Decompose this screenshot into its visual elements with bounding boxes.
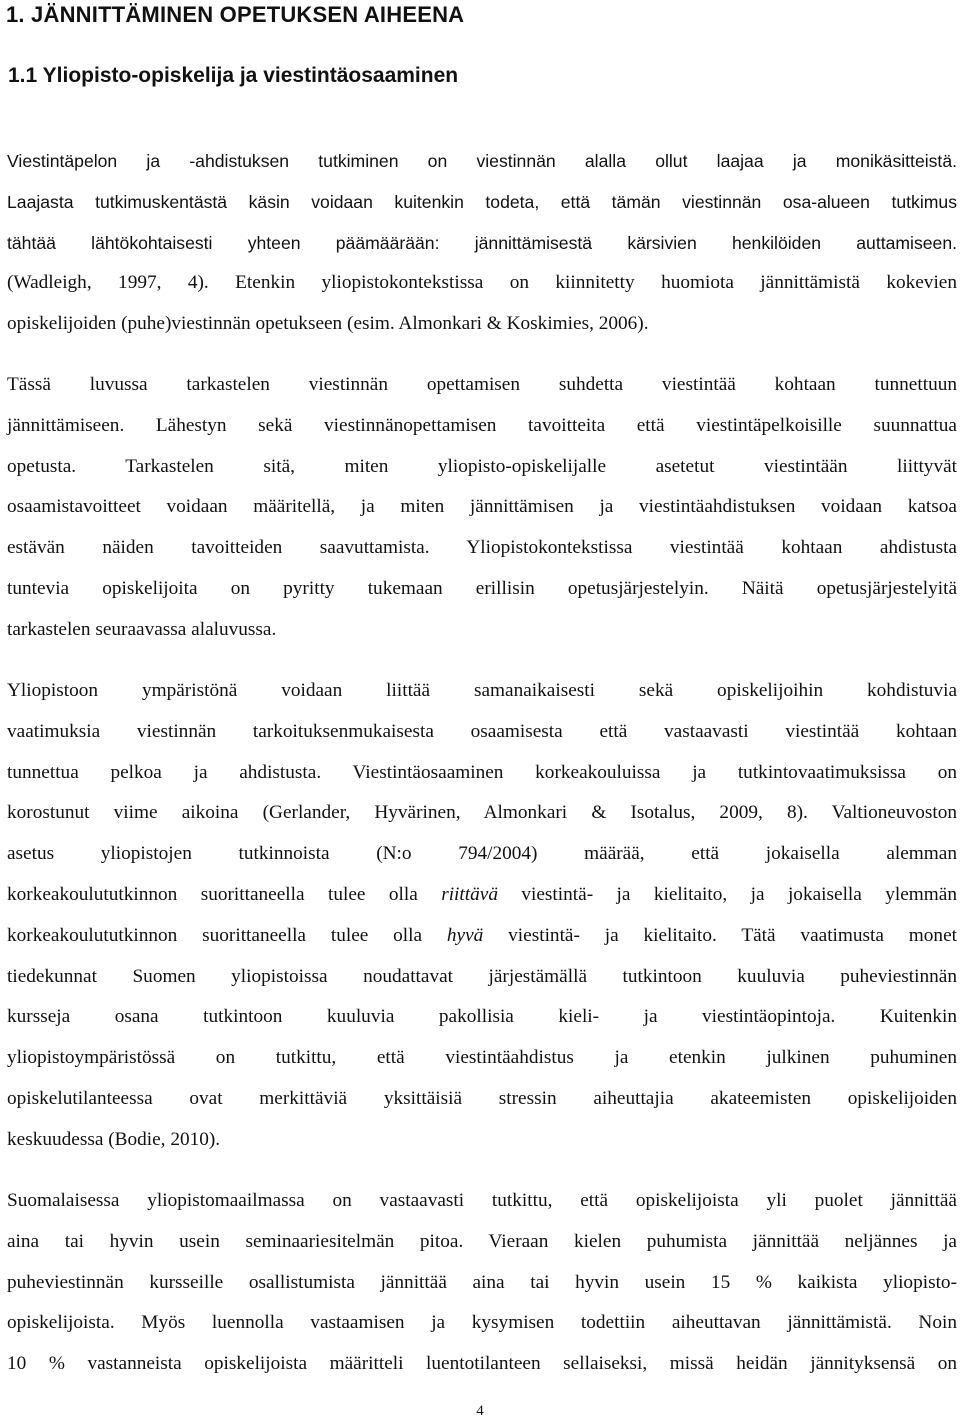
paragraph-line: keskuudessa (Bodie, 2010). bbox=[7, 1128, 221, 1150]
italic-term: riittävä bbox=[441, 883, 498, 905]
paragraph-line bbox=[7, 916, 957, 957]
paragraph-line: jännittämiseen. Lähestyn sekä viestinnänopettamisen tavoitteita että viestintäpelkoisille suunnattua bbox=[7, 414, 957, 436]
paragraph-line: Suomalaisessa yliopistomaailmassa on vastaavasti tutkittu, että opiskelijoista yli puolet jännittää bbox=[7, 1190, 957, 1211]
paragraph-line: opiskelijoista. Myös luennolla vastaamisen ja kysymisen todettiin aiheuttavan jännittämistä. Noin bbox=[7, 1312, 957, 1334]
paragraph-1 bbox=[7, 141, 957, 345]
paragraph-line: Yliopistoon ympäristönä voidaan liittää samanaikaisesti sekä opiskelijoihin kohdistuvia bbox=[7, 680, 957, 701]
line-text: viestintä- ja kielitaito. Tätä vaatimusta monet bbox=[483, 924, 957, 946]
paragraph-line: asetus yliopistojen tutkinnoista (N:o 794/2004) määrää, että jokaisella alemman bbox=[7, 843, 957, 865]
paragraph-line: (Wadleigh, 1997, 4). Etenkin yliopistokontekstissa on kiinnitetty huomiota jännittämistä kokevien bbox=[7, 272, 957, 294]
paragraph-line: 10 % vastanneista opiskelijoista määritteli luentotilanteen sellaiseksi, missä heidän jännityksensä on bbox=[7, 1353, 957, 1375]
paragraph-line: tuntevia opiskelijoita on pyritty tukemaan erillisin opetusjärjestelyin. Näitä opetusjärjestelyitä bbox=[7, 577, 957, 599]
paragraph-line: korostunut viime aikoina (Gerlander, Hyvärinen, Almonkari & Isotalus, 2009, 8). Valtioneuvoston bbox=[7, 802, 957, 824]
paragraph-line: Tässä luvussa tarkastelen viestinnän opettamisen suhdetta viestintää kohtaan tunnettuun bbox=[7, 374, 957, 395]
paragraph-line: opiskelutilanteessa ovat merkittäviä yksittäisiä stressin aiheuttajia akateemisten opiskelijoiden bbox=[7, 1087, 957, 1109]
paragraph-4 bbox=[7, 1181, 957, 1385]
paragraph-3 bbox=[7, 671, 957, 1161]
paragraph-line bbox=[7, 875, 957, 916]
paragraph-line: yliopistoympäristössä on tutkittu, että viestintäahdistus ja etenkin julkinen puhuminen bbox=[7, 1047, 957, 1069]
line-text: korkeakoulututkinnon suorittaneella tulee olla bbox=[7, 924, 447, 946]
paragraph-2 bbox=[7, 365, 957, 651]
paragraph-line: tunnettua pelkoa ja ahdistusta. Viestintäosaaminen korkeakouluissa ja tutkintovaatimuksissa on bbox=[7, 761, 957, 783]
paragraph-line: opetusta. Tarkastelen sitä, miten yliopisto-opiskelijalle asetetut viestintään liittyvät bbox=[7, 455, 957, 477]
paragraph-line: estävän näiden tavoitteiden saavuttamista. Yliopistokontekstissa viestintää kohtaan ahdistusta bbox=[7, 537, 957, 559]
paragraph-line: Laajasta tutkimuskentästä käsin voidaan kuitenkin todeta, että tämän viestinnän osa-alueen tutkimus bbox=[7, 191, 957, 212]
paragraph-line: puheviestinnän kursseille osallistumista jännittää aina tai hyvin usein 15 % kaikista yliopisto- bbox=[7, 1271, 957, 1293]
italic-term: hyvä bbox=[446, 924, 484, 946]
paragraph-line: aina tai hyvin usein seminaariesitelmän pitoa. Vieraan kielen puhumista jännittää neljännes ja bbox=[7, 1230, 957, 1252]
paragraph-line: tiedekunnat Suomen yliopistoissa noudattavat järjestämällä tutkintoon kuuluvia puheviestinnän bbox=[7, 965, 957, 987]
line-text: korkeakoulututkinnon suorittaneella tulee olla bbox=[7, 883, 442, 905]
line-text: viestintä- ja kielitaito, ja jokaisella ylemmän bbox=[497, 883, 957, 905]
section-heading: 1.1 Yliopisto-opiskelija ja viestintäosaaminen bbox=[8, 64, 459, 87]
page-number: 4 bbox=[476, 1403, 484, 1419]
paragraph-line: opiskelijoiden (puhe)viestinnän opetukseen (esim. Almonkari & Koskimies, 2006). bbox=[7, 313, 649, 335]
paragraph-line: vaatimuksia viestinnän tarkoituksenmukaisesta osaamisesta että vastaavasti viestintää kohtaan bbox=[7, 720, 957, 742]
chapter-heading: 1. JÄNNITTÄMINEN OPETUKSEN AIHEENA bbox=[6, 2, 465, 27]
paragraph-line: osaamistavoitteet voidaan määritellä, ja miten jännittämisen ja viestintäahdistuksen voidaan katsoa bbox=[7, 496, 957, 518]
paragraph-line: kursseja osana tutkintoon kuuluvia pakollisia kieli- ja viestintäopintoja. Kuitenkin bbox=[7, 1006, 957, 1028]
paragraph-line: tarkastelen seuraavassa alaluvussa. bbox=[7, 618, 277, 640]
paragraph-line: Viestintäpelon ja -ahdistuksen tutkiminen on viestinnän alalla ollut laajaa ja monikäsitteistä. bbox=[7, 151, 957, 171]
paragraph-line: tähtää lähtökohtaisesti yhteen päämäärään: jännittämisestä kärsivien henkilöiden auttamiseen. bbox=[7, 232, 957, 253]
